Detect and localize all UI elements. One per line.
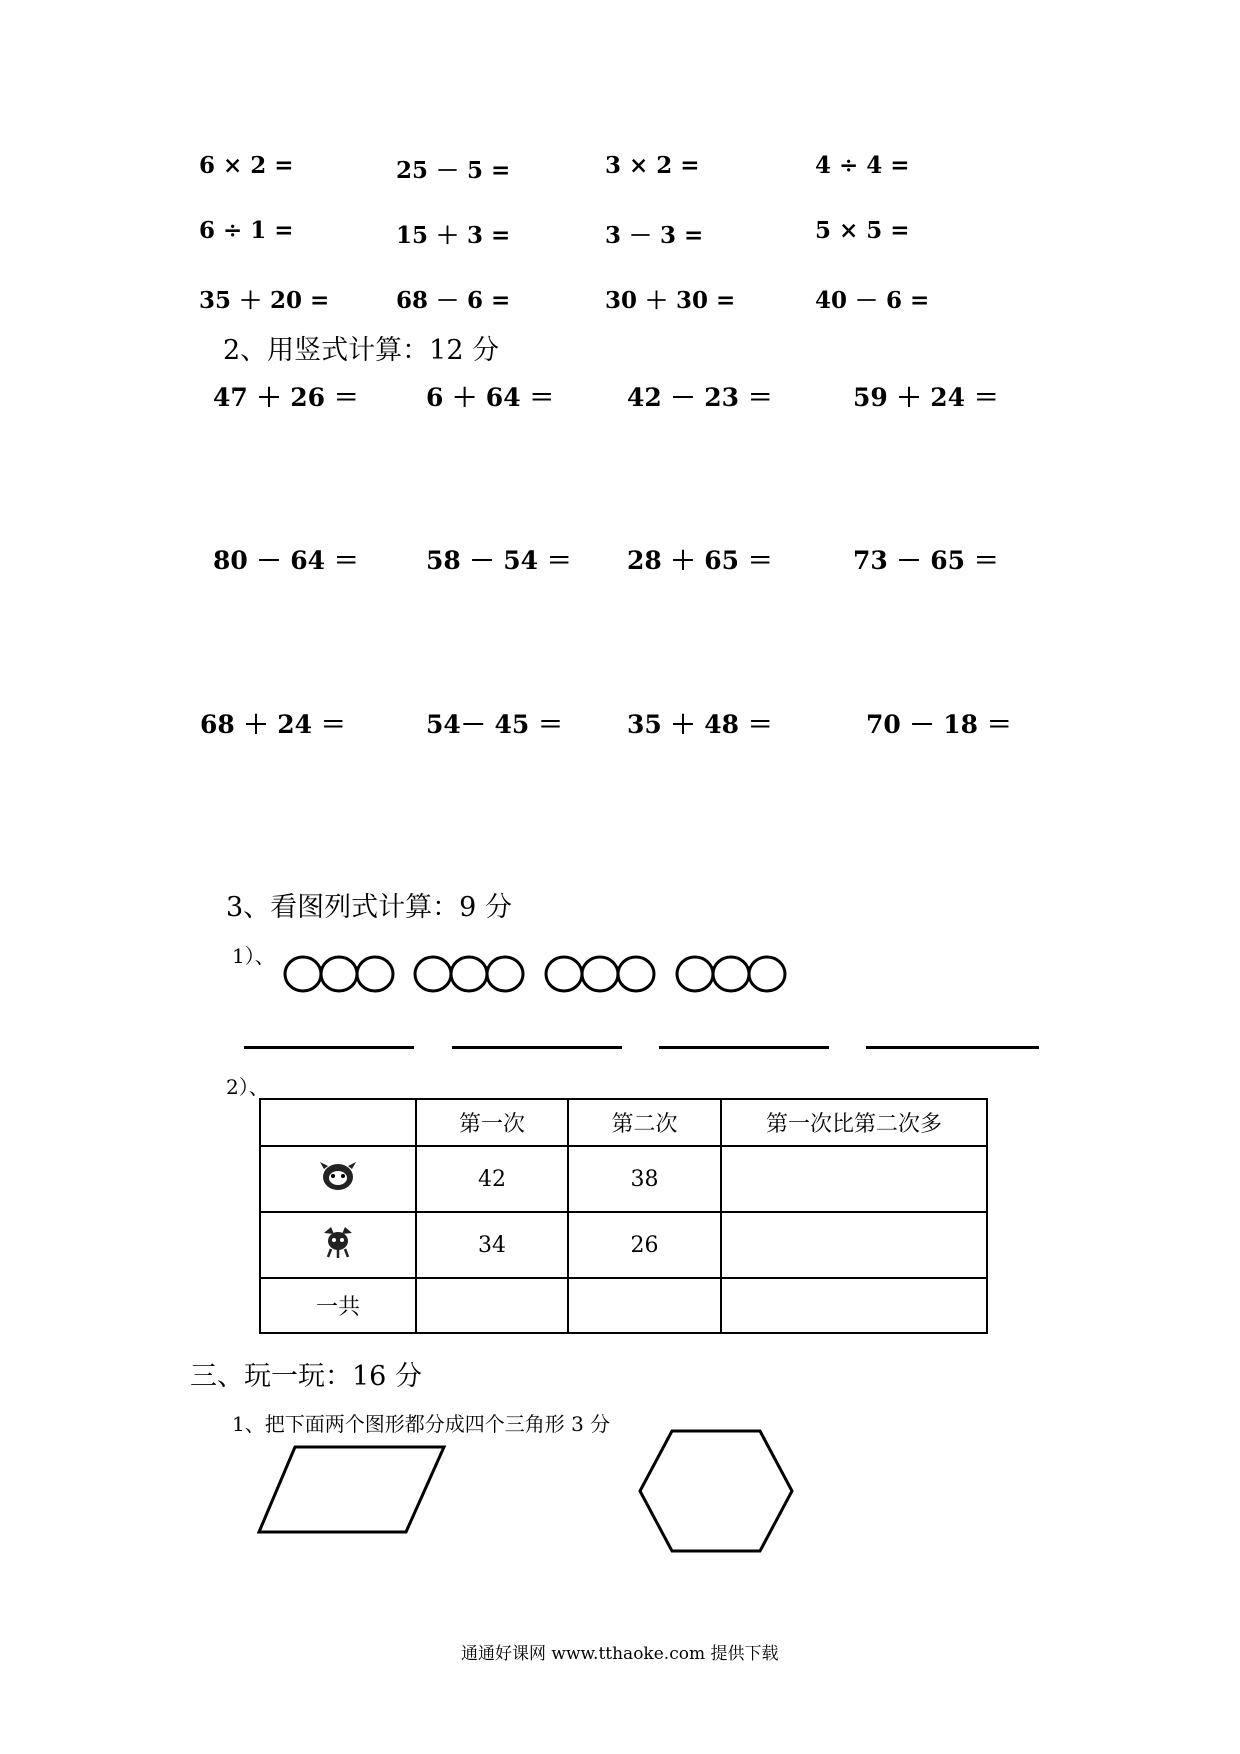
oral-problem: 6 ÷ 1 =: [199, 217, 294, 244]
table-header-cell: 第二次: [568, 1099, 721, 1146]
footer-text: 通通好课网 www.tthaoke.com 提供下载: [461, 1644, 779, 1664]
table-cell: 42: [416, 1146, 568, 1212]
vertical-problem: 42 － 23 ＝: [627, 383, 773, 412]
oral-problem: 3 × 2 =: [605, 152, 700, 179]
answer-line[interactable]: [452, 1046, 622, 1049]
oral-row-3: [0, 282, 1240, 322]
oral-problem: 68 － 6 =: [396, 287, 511, 314]
circle-group-1: [285, 957, 393, 991]
question-2-label: 2）、: [226, 1075, 269, 1099]
part-3-question-1: 1、把下面两个图形都分成四个三角形 3 分: [232, 1412, 611, 1436]
answer-cell[interactable]: [568, 1278, 721, 1333]
oral-problem: 15 ＋ 3 =: [396, 222, 511, 249]
table-cell: 38: [568, 1146, 721, 1212]
table-cell: 34: [416, 1212, 568, 1278]
table-header-cell: [260, 1099, 416, 1146]
vertical-problem: 28 ＋ 65 ＝: [627, 546, 773, 575]
vertical-problem: 68 ＋ 24 ＝: [200, 710, 346, 739]
table-cell: 26: [568, 1212, 721, 1278]
animal-icon-1: [318, 1159, 358, 1193]
section-3-heading: 3、看图列式计算：9 分: [226, 892, 512, 923]
hexagon-shape[interactable]: [637, 1428, 797, 1554]
total-label: 一共: [260, 1278, 416, 1333]
oral-row-1: [0, 152, 1240, 192]
vertical-problem: 59 ＋ 24 ＝: [853, 383, 999, 412]
answer-cell[interactable]: [721, 1278, 987, 1333]
table-header-row: [260, 1099, 987, 1146]
parallelogram-shape[interactable]: [256, 1444, 448, 1536]
oral-problem: 4 ÷ 4 =: [815, 152, 910, 179]
row-icon-cell: [260, 1212, 416, 1278]
oral-problem: 30 ＋ 30 =: [605, 287, 736, 314]
circle-group-2: [415, 957, 523, 991]
answer-line[interactable]: [244, 1046, 414, 1049]
part-3-heading: 三、玩一玩：16 分: [190, 1361, 422, 1392]
answer-cell[interactable]: [721, 1146, 987, 1212]
vertical-problem: 47 ＋ 26 ＝: [213, 383, 359, 412]
table-row-total: [260, 1278, 987, 1333]
circle-groups-figure: [282, 952, 802, 996]
section-2-heading: 2、用竖式计算：12 分: [223, 335, 500, 366]
vertical-problem: 58 － 54 ＝: [426, 546, 572, 575]
answer-cell[interactable]: [416, 1278, 568, 1333]
oral-problem: 5 × 5 =: [815, 217, 910, 244]
vertical-row-2: [0, 541, 1240, 581]
circle-group-4: [677, 957, 785, 991]
oral-problem: 25 － 5 =: [396, 157, 511, 184]
answer-line[interactable]: [659, 1046, 829, 1049]
vertical-problem: 73 － 65 ＝: [853, 546, 999, 575]
vertical-row-3: [0, 705, 1240, 745]
table-row: [260, 1212, 987, 1278]
oral-problem: 40 － 6 =: [815, 287, 930, 314]
table-header-cell: 第一次比第二次多: [721, 1099, 987, 1146]
vertical-problem: 80 － 64 ＝: [213, 546, 359, 575]
answer-cell[interactable]: [721, 1212, 987, 1278]
animal-icon-2: [320, 1225, 356, 1259]
comparison-table: [259, 1098, 988, 1334]
answer-line[interactable]: [866, 1046, 1039, 1049]
row-icon-cell: [260, 1146, 416, 1212]
oral-problem: 6 × 2 =: [199, 152, 294, 179]
vertical-problem: 35 ＋ 48 ＝: [627, 710, 773, 739]
vertical-problem: 6 ＋ 64 ＝: [426, 383, 555, 412]
table-row: [260, 1146, 987, 1212]
oral-problem: 35 ＋ 20 =: [199, 287, 330, 314]
vertical-problem: 54－ 45 ＝: [426, 710, 563, 739]
oral-problem: 3 － 3 =: [605, 222, 704, 249]
oral-row-2: [0, 217, 1240, 257]
vertical-problem: 70 － 18 ＝: [866, 710, 1012, 739]
question-1-label: 1）、: [232, 944, 275, 968]
circle-group-3: [546, 957, 654, 991]
vertical-row-1: [0, 378, 1240, 418]
table-header-cell: 第一次: [416, 1099, 568, 1146]
